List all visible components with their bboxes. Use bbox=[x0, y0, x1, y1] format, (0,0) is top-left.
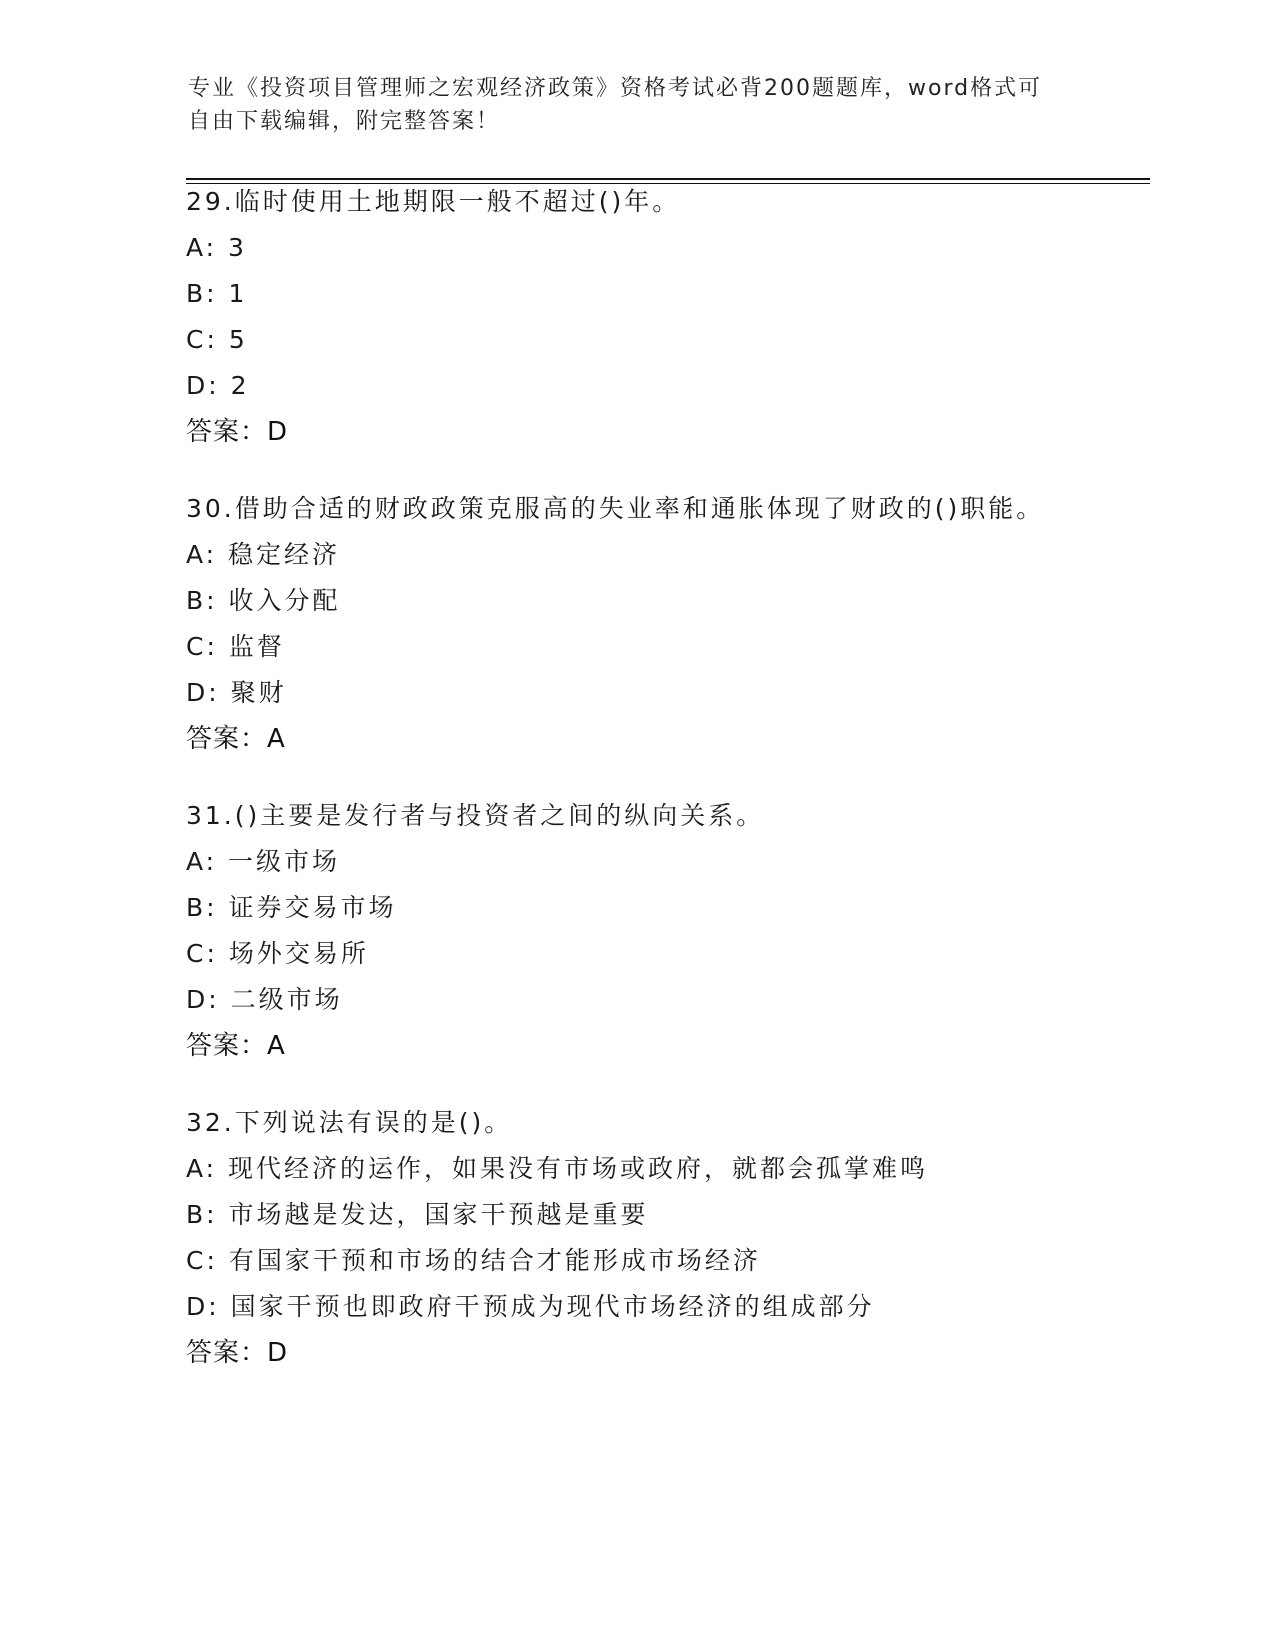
answer-value: A bbox=[267, 724, 286, 754]
option-a: A: 一级市场 bbox=[186, 847, 341, 876]
answer-line bbox=[186, 1330, 1186, 1376]
question-block bbox=[186, 486, 1186, 762]
option-b: B: 收入分配 bbox=[186, 586, 341, 615]
option-a: A: 3 bbox=[186, 233, 247, 262]
header-line-1: 专业《投资项目管理师之宏观经济政策》资格考试必背200题题库，word格式可 bbox=[188, 76, 1043, 101]
answer-value: D bbox=[267, 1338, 289, 1368]
question-title: 29.临时使用土地期限一般不超过()年。 bbox=[186, 187, 681, 216]
question-block bbox=[186, 179, 1186, 455]
question-title: 32.下列说法有误的是()。 bbox=[186, 1108, 513, 1137]
option-c: C: 场外交易所 bbox=[186, 939, 369, 968]
option-c: C: 监督 bbox=[186, 632, 285, 661]
answer-label: 答案： bbox=[186, 724, 268, 754]
header-line-2: 自由下载编辑，附完整答案！ bbox=[188, 109, 501, 134]
answer-value: A bbox=[267, 1031, 286, 1061]
question-title: 31.()主要是发行者与投资者之间的纵向关系。 bbox=[186, 801, 765, 830]
option-b: B: 市场越是发达，国家干预越是重要 bbox=[186, 1200, 649, 1229]
option-d: D: 国家干预也即政府干预成为现代市场经济的组成部分 bbox=[186, 1292, 875, 1321]
option-a: A: 现代经济的运作，如果没有市场或政府，就都会孤掌难鸣 bbox=[186, 1154, 929, 1183]
option-d: D: 2 bbox=[186, 371, 250, 400]
answer-line bbox=[186, 716, 1186, 762]
question-block bbox=[186, 793, 1186, 1069]
option-c: C: 有国家干预和市场的结合才能形成市场经济 bbox=[186, 1246, 761, 1275]
option-b: B: 证券交易市场 bbox=[186, 893, 397, 922]
answer-line bbox=[186, 1023, 1186, 1069]
document-header bbox=[188, 72, 1068, 138]
option-a: A: 稳定经济 bbox=[186, 540, 341, 569]
question-title: 30.借助合适的财政政策克服高的失业率和通胀体现了财政的()职能。 bbox=[186, 494, 1045, 523]
option-c: C: 5 bbox=[186, 325, 248, 354]
answer-line bbox=[186, 409, 1186, 455]
option-b: B: 1 bbox=[186, 279, 248, 308]
option-d: D: 二级市场 bbox=[186, 985, 343, 1014]
question-block bbox=[186, 1100, 1186, 1376]
answer-label: 答案： bbox=[186, 1338, 268, 1368]
answer-label: 答案： bbox=[186, 1031, 268, 1061]
answer-value: D bbox=[267, 417, 289, 447]
option-d: D: 聚财 bbox=[186, 678, 287, 707]
answer-label: 答案： bbox=[186, 417, 268, 447]
